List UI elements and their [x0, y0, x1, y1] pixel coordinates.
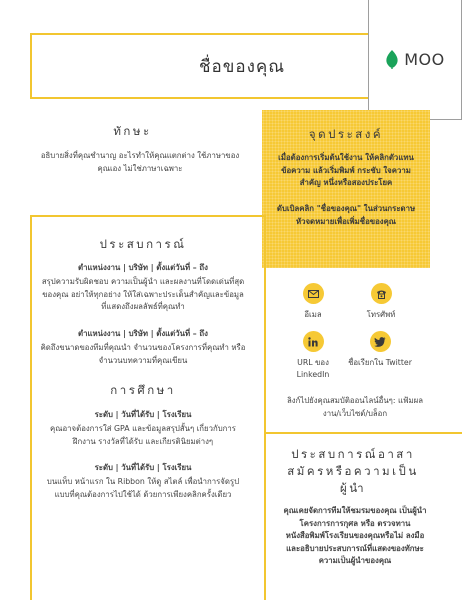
education-description: คุณอาจต้องการใส่ GPA และข้อมูลสรุปสั้นๆ เกี่ยวกับการฝึกงาน รางวัลที่ได้รับ และเกียรตินิยมต่างๆ [50, 424, 236, 446]
education-header: ระดับ | วันที่ได้รับ | โรงเรียน [94, 463, 192, 472]
email-label: อีเมล [304, 310, 322, 319]
brand-name: MOO [404, 50, 445, 69]
email-icon [303, 283, 324, 304]
moo-leaf-icon [385, 50, 399, 69]
phone-icon [371, 283, 392, 304]
education-description: บนแท็บ หน้าแรก ใน Ribbon ให้ดู สไตล์ เพื่อนำการจัดรูปแบบที่คุณต้องการไปใช้ได้ ด้วยการเพียงคลิกครั้งเดียว [46, 477, 240, 499]
person-name: ชื่อของคุณ [198, 56, 286, 77]
job-header: ตำแหน่งงาน | บริษัท | ตั้งแต่วันที่ – ถึง [78, 263, 208, 272]
job-description: คิดถึงขนาดของทีมที่คุณนำ จำนวนของโครงการที่คุณทำ หรือจำนวนบทความที่คุณเขียน [40, 343, 246, 365]
linkedin-icon [303, 331, 324, 352]
objective-heading: จุดประสงค์ [308, 127, 384, 141]
experience-heading: ประสบการณ์ [99, 237, 187, 251]
contact-email[interactable] [290, 283, 336, 321]
volunteer-heading: ประสบการณ์อาสาสมัครหรือความเป็นผู้นำ [287, 447, 419, 495]
objective-paragraph-2: ดับเบิลคลิก "ชื่อของคุณ" ในส่วนกระดาษหัวจดหมายเพื่อเพิ่มชื่อของคุณ [276, 204, 416, 226]
skills-text: อธิบายสิ่งที่คุณชำนาญ อะไรทำให้คุณแตกต่าง ใช้ภาษาของคุณเอง ไม่ใช่ภาษาเฉพาะ [40, 151, 240, 173]
contact-twitter[interactable] [342, 331, 418, 369]
brand-logo [368, 0, 462, 120]
job-header: ตำแหน่งงาน | บริษัท | ตั้งแต่วันที่ – ถึง [78, 329, 208, 338]
objective-section [262, 110, 430, 268]
education-header: ระดับ | วันที่ได้รับ | โรงเรียน [94, 410, 192, 419]
contact-linkedin[interactable] [288, 331, 338, 381]
skills-heading: ทักษะ [113, 124, 152, 138]
job-description: สรุปความรับผิดชอบ ความเป็นผู้นำ และผลงานที่โดดเด่นที่สุดของคุณ อย่าให้ทุกอย่าง ให้ใส่เฉพาะประเด็นสำคัญและข้อมูลที่แสดงถึงผลลัพธ์ที่คุณทำ [41, 277, 245, 311]
twitter-icon [370, 331, 391, 352]
linkedin-label: URL ของ LinkedIn [296, 358, 330, 379]
twitter-label: ชื่อเรียกใน Twitter [348, 358, 412, 367]
objective-paragraph-1: เมื่อต้องการเริ่มต้นใช้งาน ให้คลิกตัวแทนข้อความ แล้วเริ่มพิมพ์ กระชับ ใจความสำคัญ หนึ่งหรือสองประโยค [278, 153, 414, 187]
education-heading: การศึกษา [110, 383, 176, 397]
phone-label: โทรศัพท์ [366, 310, 396, 319]
volunteer-text: คุณเคยจัดการทีมให้ชมรมของคุณ เป็นผู้นำโครงการการกุศล หรือ ตรวจทานหนังสือพิมพ์โรงเรียนของคุณหรือไม่ ลงมือและอธิบายประสบการณ์ที่แสดงของทักษะความเป็นผู้นำของคุณ [283, 506, 427, 565]
portfolio-link-text[interactable]: ลิงก์ไปยังคุณสมบัติออนไลน์อื่นๆ: แฟ้มผลงาน/เว็บไซต์/บล็อก [287, 396, 423, 418]
contact-phone[interactable] [352, 283, 410, 321]
